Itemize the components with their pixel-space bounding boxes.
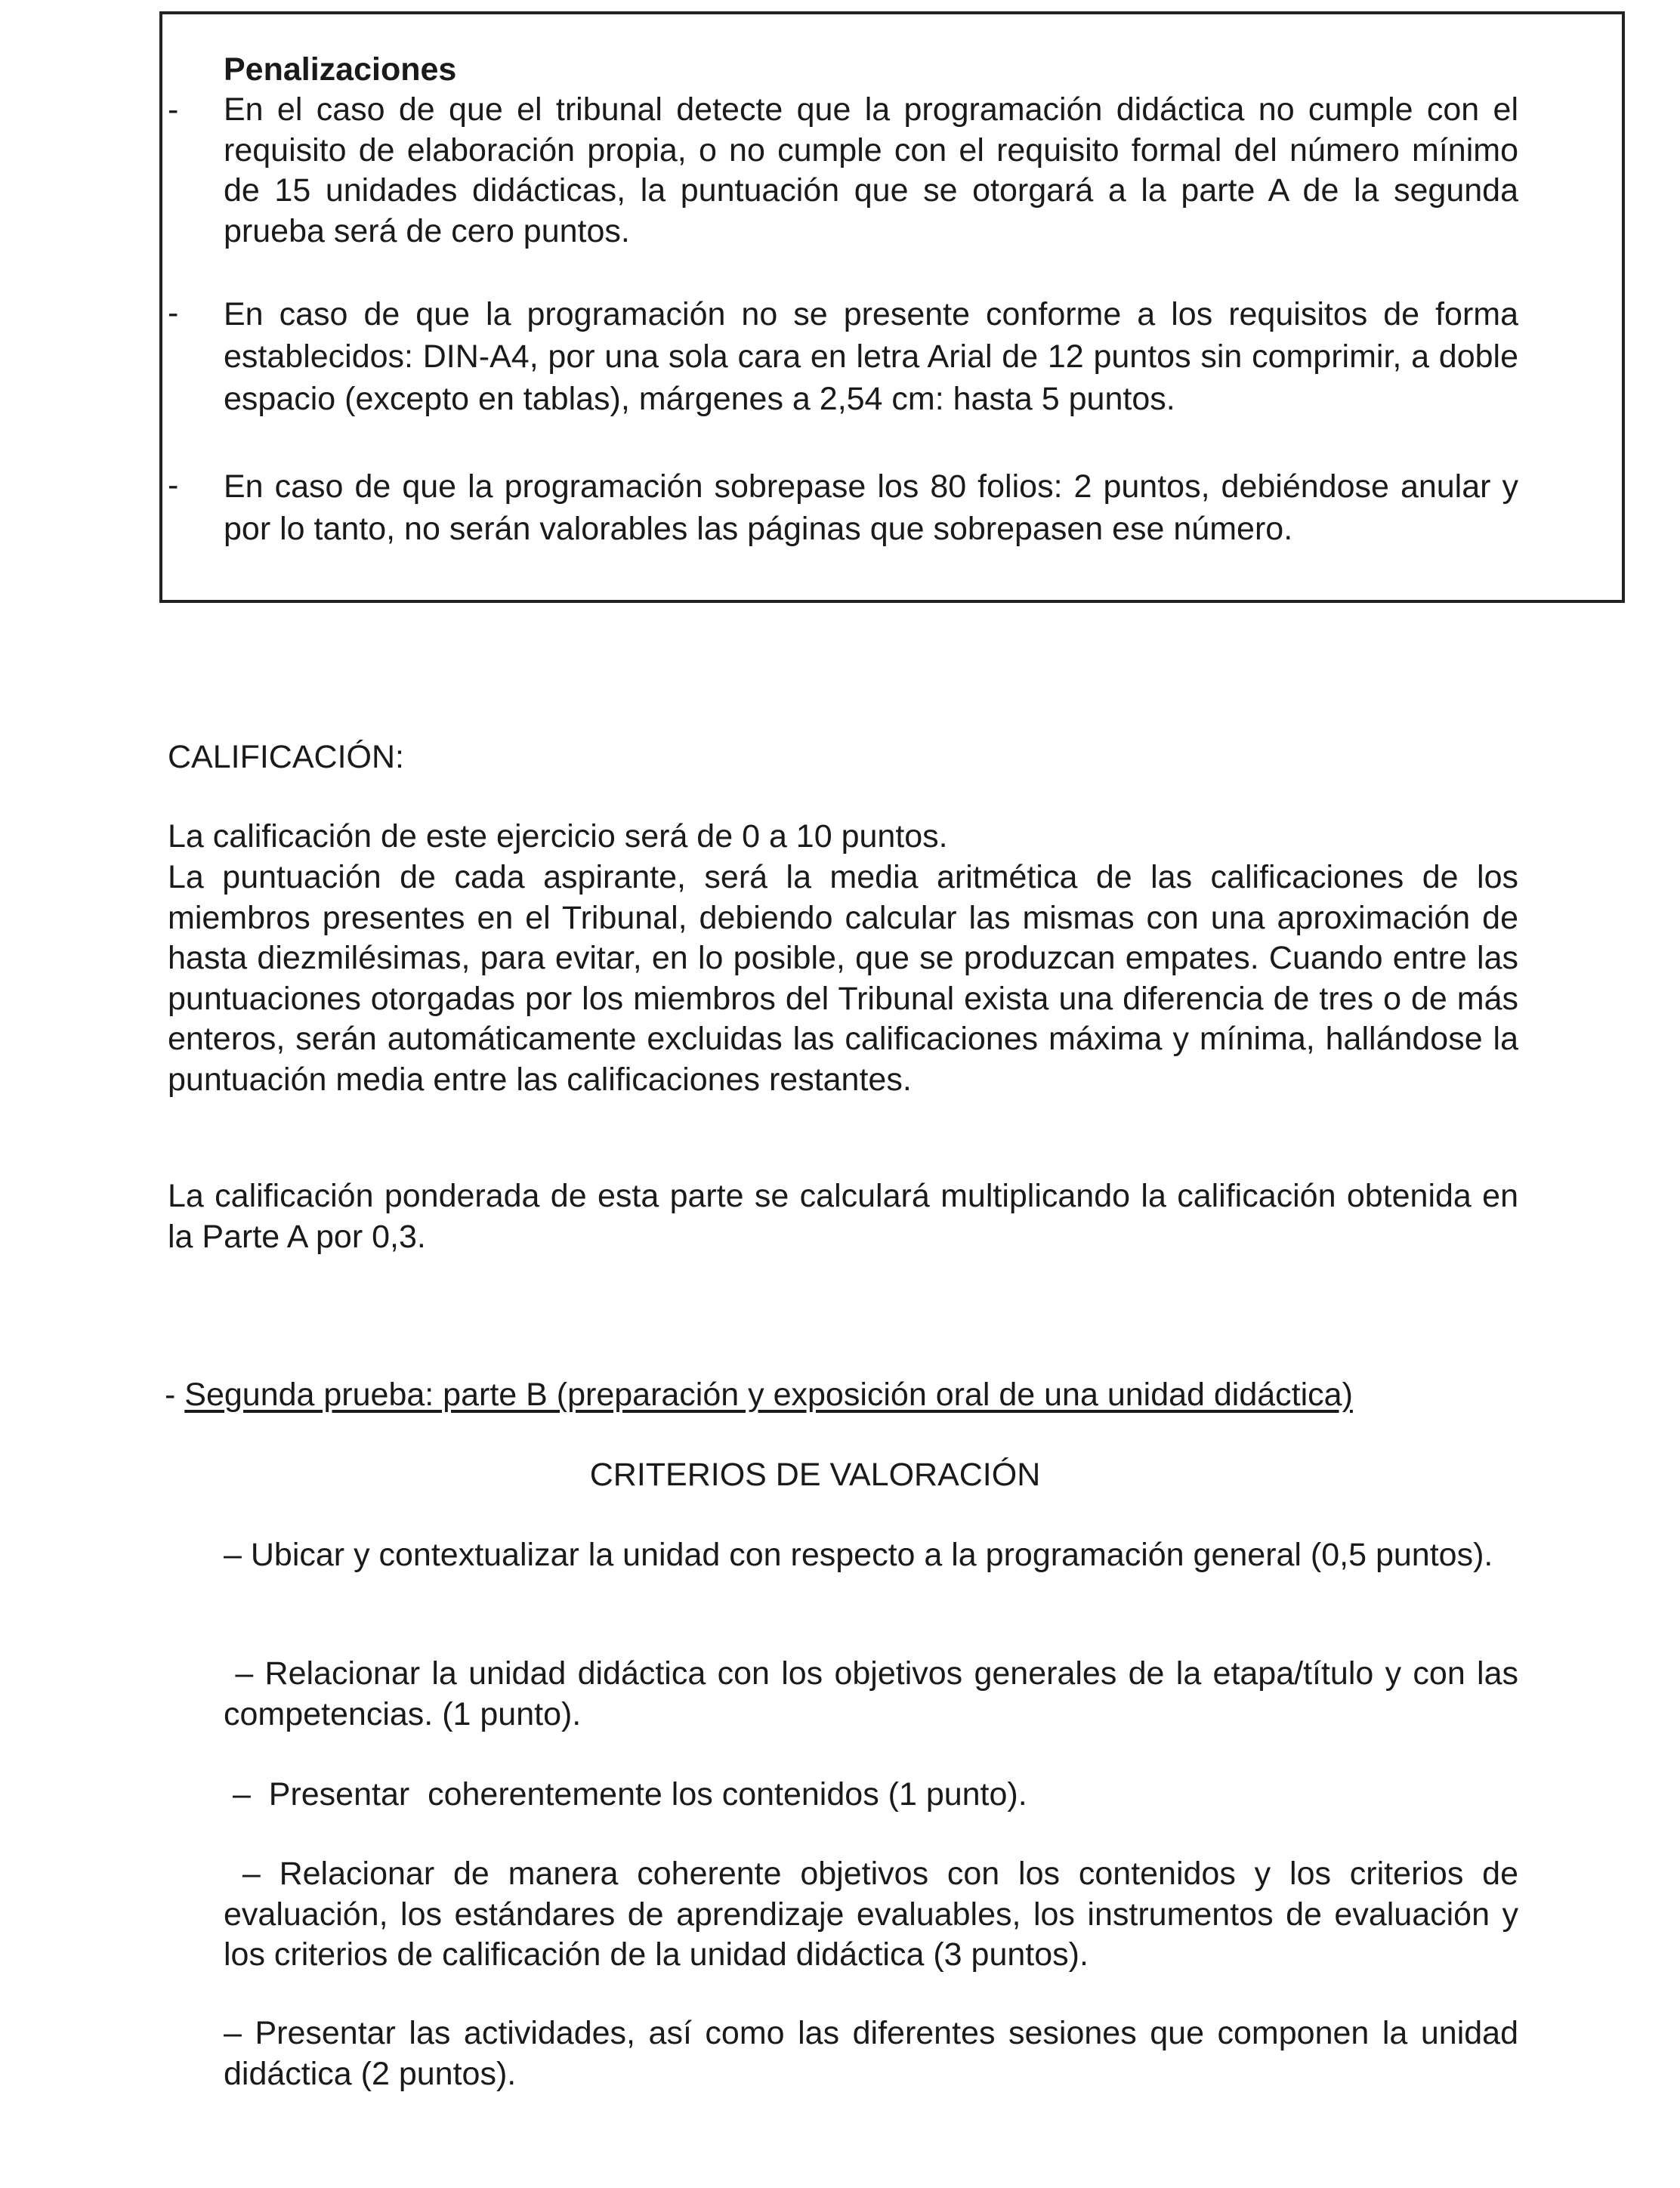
- bullet-dash: -: [168, 295, 179, 331]
- bullet-dash: -: [168, 467, 179, 503]
- criterion-item: – Ubicar y contextualizar la unidad con respecto a la programación general (0,5 puntos).: [224, 1537, 1493, 1573]
- bullet-dash: -: [168, 91, 179, 128]
- part-b-prefix: -: [165, 1377, 185, 1413]
- part-b-heading: [165, 1375, 1353, 1416]
- criterion-item: – Presentar las actividades, así como las diferentes sesiones que componen la unidad didáctica (2 puntos).: [224, 2015, 1527, 2092]
- grading-heading: CALIFICACIÓN:: [168, 739, 404, 775]
- criterion-item: – Relacionar la unidad didáctica con los objetivos generales de la etapa/título y con las competencias. (1 punto).: [224, 1655, 1527, 1732]
- penalty-item: En caso de que la programación no se presente conforme a los requisitos de forma establecidos: DIN-A4, por una sola cara en letra Arial de 12 puntos sin comprimir, a doble espacio (excepto en tablas), márgenes a 2,54 cm: hasta 5 puntos.: [224, 296, 1518, 417]
- penalty-item: En caso de que la programación sobrepase los 80 folios: 2 puntos, debiéndose anular y por lo tanto, no serán valorables las páginas que sobrepasen ese número.: [224, 468, 1518, 547]
- criterion-item: – Presentar coherentemente los contenidos (1 punto).: [224, 1776, 1027, 1813]
- criterion-item: – Relacionar de manera coherente objetivos con los contenidos y los criterios de evaluación, los estándares de aprendizaje evaluables, los instrumentos de evaluación y los criterios de calificación de la unidad didáctica (3 puntos).: [224, 1856, 1527, 1973]
- part-b-title: Segunda prueba: parte B (preparación y exposición oral de una unidad didáctica): [184, 1377, 1353, 1413]
- grading-paragraph: La calificación de este ejercicio será de 0 a 10 puntos.: [168, 818, 948, 854]
- grading-paragraph: La puntuación de cada aspirante, será la media aritmética de las calificaciones de los miembros presentes en el Tribunal, debiendo calcular las mismas con una aproximación de hasta diezmilésimas, para evitar, en lo posible, que se produzcan empates. Cuando entre las puntuaciones otorgadas por los miembros del Tribunal exista una diferencia de tres o de más enteros, serán automáticamente excluidas las calificaciones máxima y mínima, hallándose la puntuación media entre las calificaciones restantes.: [168, 859, 1518, 1098]
- grading-paragraph: La calificación ponderada de esta parte se calculará multiplicando la calificación obtenida en la Parte A por 0,3.: [168, 1178, 1518, 1255]
- criteria-heading: CRITERIOS DE VALORACIÓN: [589, 1457, 1041, 1493]
- penalties-title: Penalizaciones: [224, 51, 457, 88]
- penalty-item: En el caso de que el tribunal detecte que la programación didáctica no cumple con el requisito de elaboración propia, o no cumple con el requisito formal del número mínimo de 15 unidades didácticas, la puntuación que se otorgará a la parte A de la segunda prueba será de cero puntos.: [224, 91, 1518, 249]
